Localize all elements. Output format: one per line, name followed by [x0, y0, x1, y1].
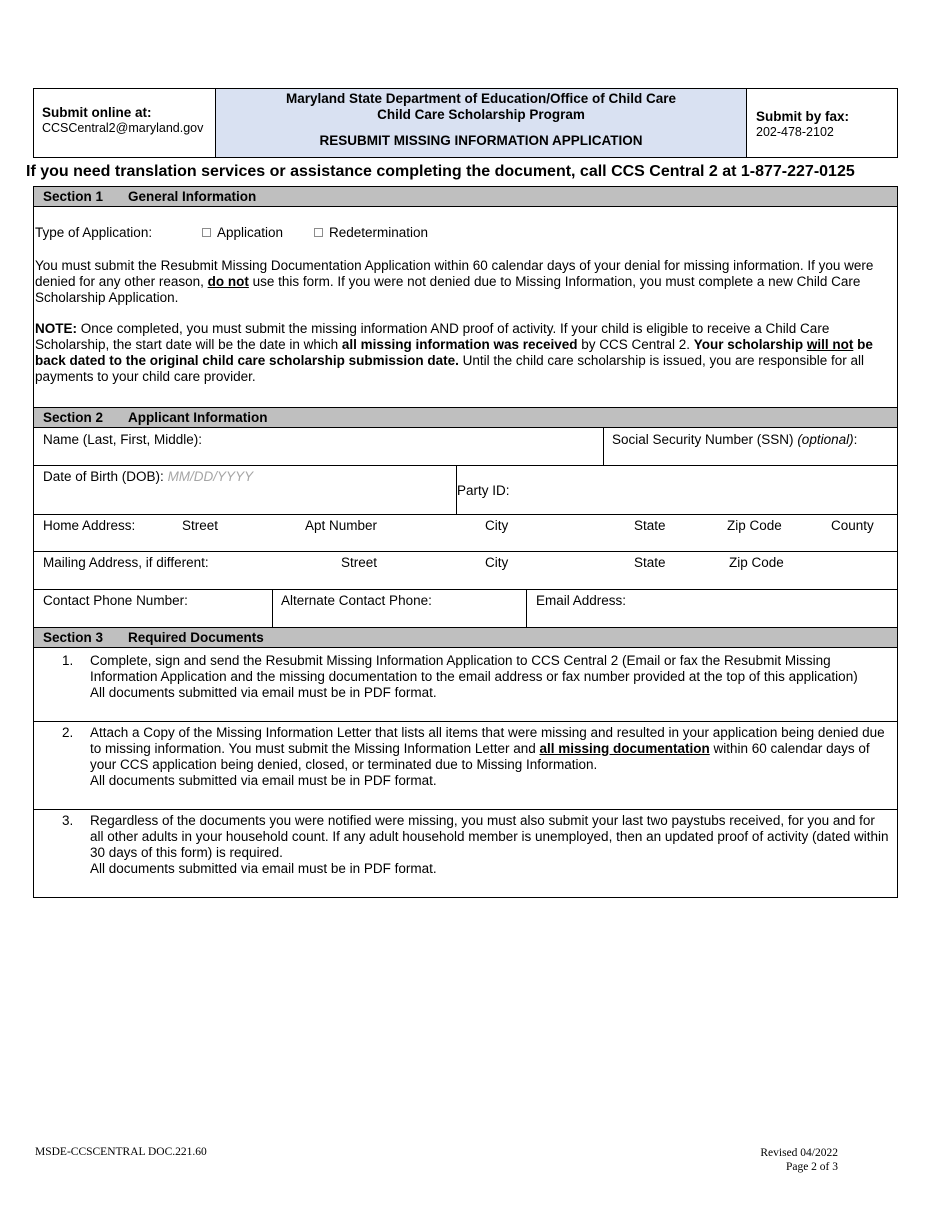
- note-paragraph: [35, 321, 897, 385]
- email-address-label: Email Address:: [536, 593, 627, 608]
- item-text-c: within 60 calendar days of your CCS application being denied, closed, or terminated due to Missing Information.: [90, 741, 870, 772]
- submit-online-label: Submit online at:: [42, 105, 152, 120]
- divider: [603, 428, 604, 465]
- contact-phone-label: Contact Phone Number:: [43, 593, 188, 608]
- instructions-text-a: You must submit the Resubmit Missing Documentation Application within 60 calendar days of your denial for missing information. If you were denied for any other reason,: [35, 258, 874, 289]
- party-id-field[interactable]: [457, 483, 510, 498]
- application-type-label: Type of Application:: [35, 225, 153, 240]
- mail-street-field[interactable]: Street: [341, 555, 378, 570]
- item-number: 3.: [62, 813, 74, 828]
- mail-zip-field[interactable]: Zip Code: [729, 555, 784, 570]
- translation-notice: If you need translation services or assistance completing the document, call CCS Central 2 at 1-877-227-0125: [26, 163, 855, 180]
- application-checkbox[interactable]: [202, 228, 211, 237]
- form-title: RESUBMIT MISSING INFORMATION APPLICATION: [319, 133, 643, 148]
- ssn-optional: (optional): [797, 432, 854, 447]
- mail-state-field[interactable]: State: [634, 555, 666, 570]
- section2-header: [34, 407, 897, 428]
- note-text-e: will not: [806, 337, 854, 352]
- section1-header: [34, 186, 897, 207]
- item-pdf-note: All documents submitted via email must be in PDF format.: [90, 861, 437, 876]
- section3-header: [34, 627, 897, 648]
- alternate-phone-field[interactable]: [281, 593, 432, 608]
- item-text-b: all missing documentation: [539, 741, 710, 756]
- header-title-cell: [216, 89, 747, 157]
- redetermination-option-label: Redetermination: [329, 225, 429, 240]
- home-zip-field[interactable]: Zip Code: [727, 518, 782, 533]
- instructions-text-c: use this form. If you were not denied due to Missing Information, you must complete a new Child Care Scholarship Application.: [35, 274, 861, 305]
- submit-online-email[interactable]: CCSCentral2@maryland.gov: [42, 121, 204, 135]
- row-divider: [34, 589, 897, 590]
- note-text-g: Until the child care scholarship is issued, you are responsible for all payments to your child care provider.: [35, 353, 865, 384]
- ssn-label: Social Security Number (SSN): [612, 432, 798, 447]
- row-divider: [34, 551, 897, 552]
- application-option-label: Application: [217, 225, 284, 240]
- submit-online-cell: [34, 89, 216, 157]
- dob-placeholder: MM/DD/YYYY: [167, 469, 254, 484]
- section2-number: Section 2: [43, 410, 104, 425]
- item-text: Complete, sign and send the Resubmit Missing Information Application to CCS Central 2 (Email or fax the Resubmit Missing Information Application and the missing documentation to the email address or fax number provided at the top of this application): [90, 653, 858, 684]
- item-number: 2.: [62, 725, 74, 740]
- form-header: [33, 88, 898, 158]
- home-city-field[interactable]: City: [485, 518, 509, 533]
- home-address-label: Home Address:: [43, 518, 136, 533]
- document-code: MSDE-CCSCENTRAL DOC.221.60: [35, 1146, 207, 1158]
- submit-fax-cell: [747, 89, 897, 157]
- dob-field[interactable]: [43, 469, 253, 484]
- home-state-field[interactable]: State: [634, 518, 666, 533]
- program-name: Child Care Scholarship Program: [377, 107, 585, 122]
- redetermination-checkbox[interactable]: [314, 228, 323, 237]
- note-text-f: be back dated to the original child care scholarship submission date.: [35, 337, 873, 368]
- instructions-paragraph: [35, 258, 897, 306]
- divider: [526, 589, 527, 627]
- item-text: [90, 725, 890, 773]
- row-divider: [34, 514, 897, 515]
- item-pdf-note: All documents submitted via email must be in PDF format.: [90, 773, 437, 788]
- row-divider: [34, 809, 897, 810]
- footer-revision: [760, 1146, 838, 1174]
- home-county-field[interactable]: County: [831, 518, 874, 533]
- note-text-a: Once completed, you must submit the missing information AND proof of activity. If your child is eligible to receive a Child Care Scholarship, the start date will be the date in which: [35, 321, 830, 352]
- page-number: Page 2 of 3: [785, 1161, 838, 1173]
- revised-date: Revised 04/2022: [760, 1147, 838, 1159]
- section3-title: Required Documents: [128, 630, 264, 645]
- submit-fax-label: Submit by fax:: [756, 109, 850, 124]
- section3-number: Section 3: [43, 630, 104, 645]
- section1-number: Section 1: [43, 189, 104, 204]
- home-apt-field[interactable]: Apt Number: [305, 518, 378, 533]
- application-option[interactable]: [202, 225, 283, 240]
- dob-label: Date of Birth (DOB):: [43, 469, 164, 484]
- submit-fax-number: 202-478-2102: [756, 125, 834, 139]
- mailing-address-label: Mailing Address, if different:: [43, 555, 209, 570]
- section2-title: Applicant Information: [128, 410, 268, 425]
- row-divider: [34, 465, 897, 466]
- alternate-phone-label: Alternate Contact Phone:: [281, 593, 432, 608]
- item-pdf-note: All documents submitted via email must be in PDF format.: [90, 685, 437, 700]
- ssn-field[interactable]: [612, 432, 857, 447]
- mail-city-field[interactable]: City: [485, 555, 509, 570]
- divider: [272, 589, 273, 627]
- note-text-d: Your scholarship: [693, 337, 807, 352]
- note-label: NOTE:: [35, 321, 77, 336]
- party-id-label: Party ID:: [457, 483, 510, 498]
- note-text-c: by CCS Central 2.: [577, 337, 694, 352]
- form-body: [33, 186, 898, 898]
- name-field[interactable]: [43, 432, 202, 447]
- instructions-do-not: do not: [207, 274, 249, 289]
- ssn-colon: :: [853, 432, 858, 447]
- item-number: 1.: [62, 653, 74, 668]
- org-name: Maryland State Department of Education/Office of Child Care: [285, 91, 677, 106]
- item-text: Regardless of the documents you were notified were missing, you must also submit your last two paystubs received, for you and for all other adults in your household count. If any adult household member is unemployed, then an updated proof of activity (dated within 30 days of this form) is required.: [90, 813, 889, 860]
- application-type-row: [35, 225, 152, 240]
- home-street-field[interactable]: Street: [182, 518, 219, 533]
- contact-phone-field[interactable]: [43, 593, 188, 608]
- email-address-field[interactable]: [536, 593, 626, 608]
- item-text-a: Attach a Copy of the Missing Information Letter that lists all items that were missing and resulted in your application being denied due to missing information. You must submit the Missing Information Letter and: [90, 725, 885, 756]
- section1-title: General Information: [128, 189, 257, 204]
- redetermination-option[interactable]: [314, 225, 428, 240]
- note-text-b: all missing information was received: [341, 337, 578, 352]
- name-label: Name (Last, First, Middle):: [43, 432, 203, 447]
- row-divider: [34, 721, 897, 722]
